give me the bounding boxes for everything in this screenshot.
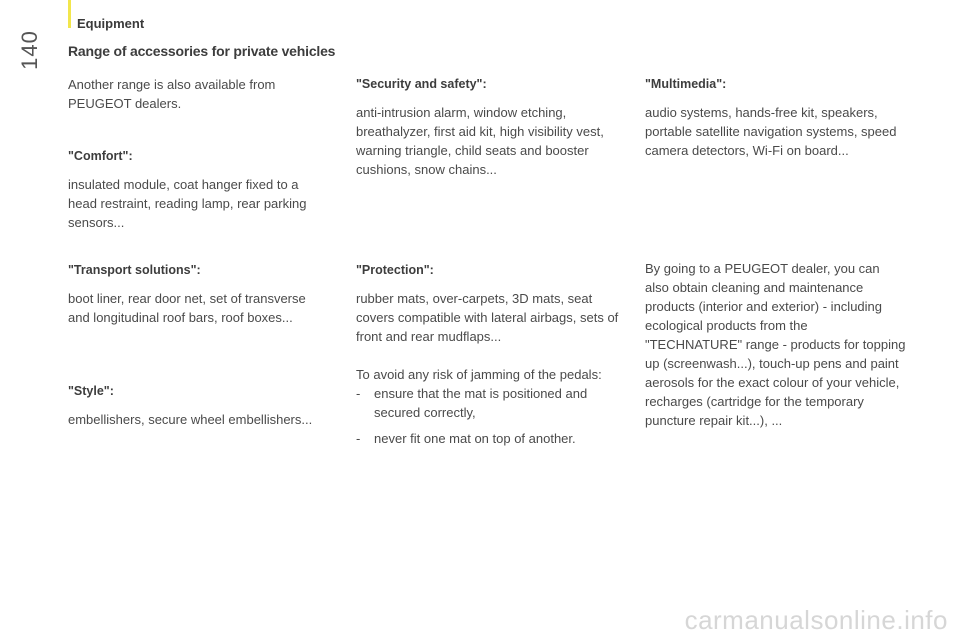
comfort-text: insulated module, coat hanger fixed to a head restraint, reading lamp, rear parking sensors... [68, 177, 307, 230]
transport-block [68, 261, 330, 327]
dealer-block [645, 259, 907, 430]
multimedia-block [645, 75, 915, 160]
security-title: "Security and safety": [356, 77, 487, 91]
pedals-intro: To avoid any risk of jamming of the pedals: [356, 367, 602, 382]
dash-bullet: - [356, 386, 361, 401]
pedals-list [356, 384, 624, 448]
section-accent-bar [68, 0, 71, 28]
multimedia-title: "Multimedia": [645, 77, 727, 91]
intro-text: Another range is also available from PEUGEOT dealers. [68, 77, 276, 111]
intro-block [68, 75, 330, 113]
dealer-text: By going to a PEUGEOT dealer, you can also obtain cleaning and maintenance products (interior and exterior) - including ecological products from the "TECHNATURE" range - products for topping up (screenwash...), touch-up pens and paint aerosols for the exact colour of your vehicle, recharges (cartridge for the temporary puncture repair kit...), ... [645, 261, 906, 428]
style-text: embellishers, secure wheel embellishers... [68, 412, 313, 427]
list-item-text: never fit one mat on top of another. [374, 431, 576, 446]
list-item [356, 429, 624, 448]
page-number: 140 [17, 30, 42, 70]
style-block [68, 382, 338, 429]
section-label: Equipment [77, 16, 145, 31]
page-title: Range of accessories for private vehicles [68, 43, 336, 59]
protection-title: "Protection": [356, 263, 434, 277]
transport-text: boot liner, rear door net, set of transverse and longitudinal roof bars, roof boxes... [68, 291, 306, 325]
comfort-block [68, 147, 330, 232]
pedals-warning-block [356, 365, 624, 448]
list-item [356, 384, 624, 422]
dash-bullet: - [356, 431, 361, 446]
multimedia-text: audio systems, hands-free kit, speakers, portable satellite navigation systems, speed camera detectors, Wi-Fi on board... [645, 105, 897, 158]
style-title: "Style": [68, 384, 114, 398]
protection-block [356, 261, 624, 346]
list-item-text: ensure that the mat is positioned and secured correctly, [374, 386, 588, 420]
security-block [356, 75, 624, 179]
security-text: anti-intrusion alarm, window etching, breathalyzer, first aid kit, high visibility vest, warning triangle, child seats and booster cushions, snow chains... [356, 105, 604, 177]
protection-text: rubber mats, over-carpets, 3D mats, seat covers compatible with lateral airbags, sets of front and rear mudflaps... [356, 291, 619, 344]
transport-title: "Transport solutions": [68, 263, 201, 277]
watermark-text: carmanualsonline.info [684, 605, 948, 635]
comfort-title: "Comfort": [68, 149, 133, 163]
